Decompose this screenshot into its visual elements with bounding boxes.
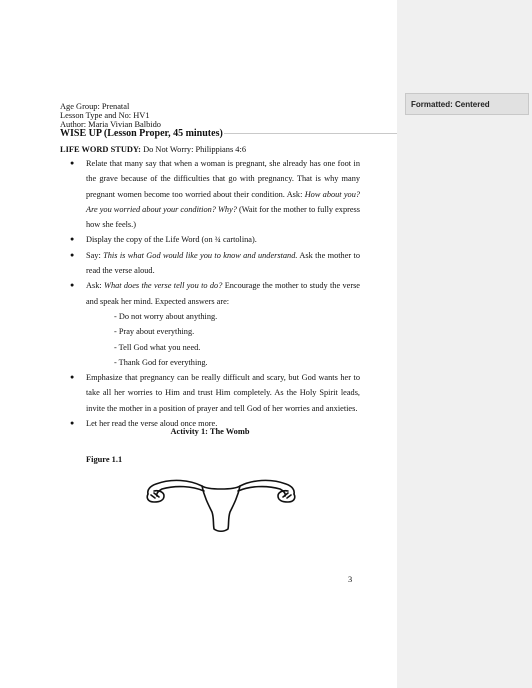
formatting-comment[interactable] [405, 93, 529, 115]
bullet-dot-icon: ● [70, 419, 75, 428]
bullet-dot-icon: ● [70, 250, 75, 259]
age-group: Age Group: Prenatal [60, 102, 130, 111]
expected-answer: - Pray about everything. [114, 327, 195, 337]
expected-answer: - Tell God what you need. [114, 342, 201, 352]
bullet-dot-icon: ● [70, 281, 75, 290]
lesson-bullets [60, 156, 360, 431]
life-word-label: LIFE WORD STUDY: [60, 145, 141, 154]
bullet-item: ● Display the copy of the Life Word (on ¾ cartolina). [60, 232, 360, 247]
expected-answer: - Do not worry about anything. [114, 311, 218, 321]
bullet-item: ● Emphasize that pregnancy can be really difficult and scary, but God wants her to take all her worries to Him and trust Him completely. As the Holy Spirit leads, invite the mother in a position of prayer and tell God of her worries and anxieties. [60, 370, 360, 416]
figure-label: Figure 1.1 [86, 455, 123, 464]
comment-label: Formatted: Centered [411, 100, 490, 109]
bullet-dot-icon: ● [70, 373, 75, 382]
comment-connector-line [224, 133, 397, 134]
bullet-item: ● Ask: What does the verse tell you to do? Encourage the mother to study the verse and speak her mind. Expected answers are: - Do not worry about anything. - Pray about everything. - Tell God what you need. - Thank God for everything. [60, 278, 360, 370]
lesson-type: Lesson Type and No: HV1 [60, 111, 150, 120]
bullet-dot-icon: ● [70, 235, 75, 244]
expected-answer: - Thank God for everything. [114, 357, 208, 367]
expected-answers-list [86, 309, 360, 370]
activity-title: Activity 1: The Womb [170, 427, 250, 436]
womb-drawing-icon [142, 476, 300, 534]
bullet-item: ● Relate that many say that when a woman is pregnant, she already has one foot in the grave because of the difficulties that go with pregnancy. That is why many pregnant women become too worried about their condition. Ask: How about you? Are you worried about your condition? Why? (Wait for the mother to fully express how she feels.) [60, 156, 360, 232]
bullet-item: ● Say: This is what God would like you to know and understand. Ask the mother to read the verse aloud. [60, 248, 360, 279]
section-title: WISE UP (Lesson Proper, 45 minutes) [60, 128, 223, 139]
page-number: 3 [348, 575, 353, 584]
lesson-header [60, 102, 161, 129]
bullet-dot-icon: ● [70, 159, 75, 167]
life-word-study [60, 145, 246, 154]
life-word-text: Do Not Worry: Philippians 4:6 [140, 145, 247, 154]
author: Author: Maria Vivian Balbido [60, 120, 161, 129]
bullet-item: ● Let her read the verse aloud once more. [60, 416, 360, 431]
